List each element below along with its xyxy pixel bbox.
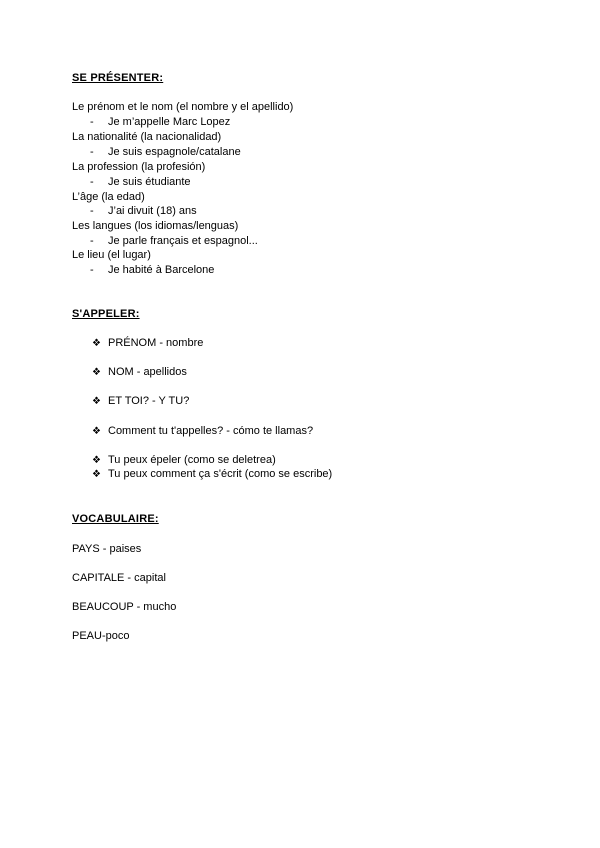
section-heading-s-appeler: S'APPELER:: [72, 308, 140, 320]
presenter-example: [90, 204, 197, 218]
dash-marker: -: [90, 235, 94, 247]
dash-marker: -: [90, 116, 94, 128]
vocabulary-item: BEAUCOUP - mucho: [72, 601, 177, 613]
section-heading-se-presenter: SE PRÉSENTER:: [72, 72, 164, 84]
vocabulary-item: CAPITALE - capital: [72, 572, 166, 584]
bullet-item-text: Comment tu t'appelles? - cómo te llamas?: [108, 425, 314, 437]
section-heading-vocabulaire: VOCABULAIRE:: [72, 513, 159, 525]
vocabulary-item: PEAU-poco: [72, 630, 130, 642]
vocabulary-item: PAYS - paises: [72, 543, 142, 555]
presenter-label: La profession (la profesión): [72, 161, 206, 173]
bullet-item-text: Tu peux comment ça s'écrit (como se escribe): [108, 468, 333, 480]
presenter-label: Les langues (los idiomas/lenguas): [72, 220, 239, 232]
diamond-bullet-icon: ❖: [92, 396, 101, 407]
diamond-bullet-icon: ❖: [92, 455, 101, 466]
diamond-bullet-icon: ❖: [92, 367, 101, 378]
bullet-item: [92, 424, 313, 439]
presenter-example-text: Je suis espagnole/catalane: [108, 146, 241, 158]
dash-marker: -: [90, 176, 94, 188]
bullet-item-text: NOM - apellidos: [108, 366, 187, 378]
presenter-label: La nationalité (la nacionalidad): [72, 131, 222, 143]
diamond-bullet-icon: ❖: [92, 338, 101, 349]
presenter-example-text: Je parle français et espagnol...: [108, 235, 258, 247]
presenter-example-text: Je m’appelle Marc Lopez: [108, 116, 231, 128]
presenter-example: [90, 263, 214, 277]
presenter-label: L’âge (la edad): [72, 191, 145, 203]
bullet-item: [92, 394, 189, 409]
presenter-example-text: J’ai divuit (18) ans: [108, 205, 197, 217]
presenter-example: [90, 145, 241, 159]
presenter-example: [90, 115, 230, 129]
dash-marker: -: [90, 205, 94, 217]
bullet-item: [92, 453, 276, 468]
bullet-item-text: Tu peux épeler (como se deletrea): [108, 454, 276, 466]
presenter-example: [90, 175, 191, 189]
bullet-item: [92, 365, 187, 380]
presenter-label: Le lieu (el lugar): [72, 249, 151, 261]
bullet-item: [92, 467, 332, 482]
bullet-item-text: PRÉNOM - nombre: [108, 337, 204, 349]
bullet-item-text: ET TOI? - Y TU?: [108, 395, 190, 407]
diamond-bullet-icon: ❖: [92, 426, 101, 437]
diamond-bullet-icon: ❖: [92, 469, 101, 480]
presenter-example: [90, 234, 258, 248]
presenter-example-text: Je suis étudiante: [108, 176, 191, 188]
bullet-item: [92, 336, 203, 351]
dash-marker: -: [90, 146, 94, 158]
dash-marker: -: [90, 264, 94, 276]
presenter-example-text: Je habité à Barcelone: [108, 264, 215, 276]
presenter-label: Le prénom et le nom (el nombre y el apellido): [72, 101, 294, 113]
